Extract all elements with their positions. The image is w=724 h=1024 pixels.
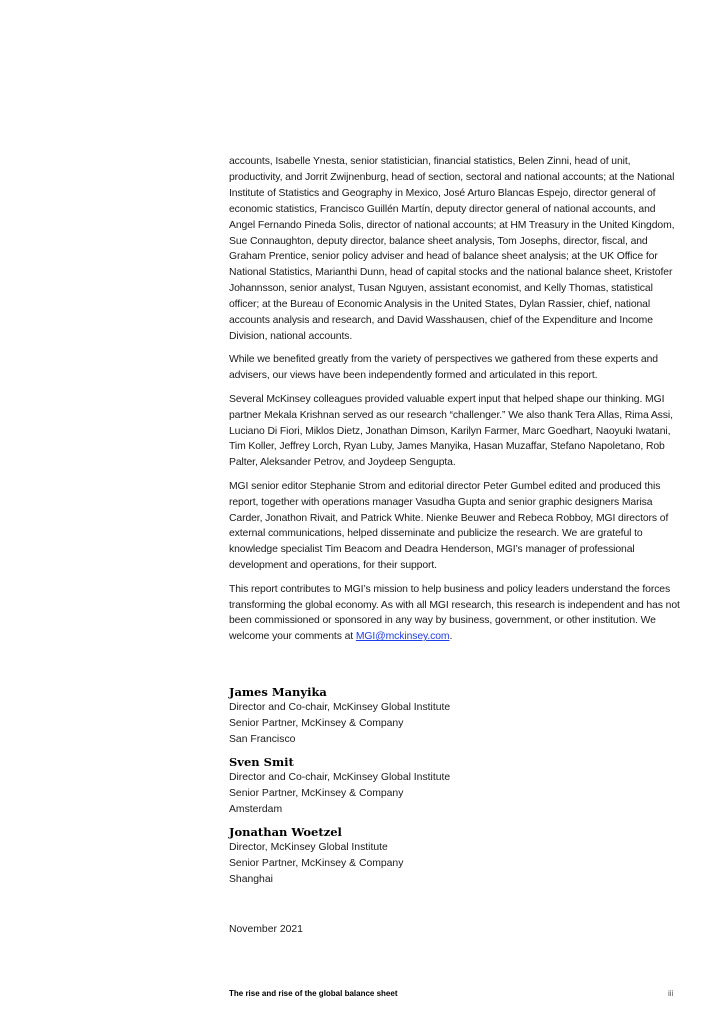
- paragraph-colleagues: Several McKinsey colleagues provided valuable expert input that helped shape our thinking. MGI partner Mekala Krishnan served as our research “challenger.” We also thank Tera Allas, Rima Assi, Luciano Di Fiori, Miklos Dietz, Jonathan Dimson, Karilyn Farmer, Marc Goedhart, Naoyuki Iwatani, Tim Koller, Jeffrey Lorch, Ryan Luby, James Manyika, Hasan Muzaffar, Stefano Napoletano, Rob Palter, Aleksander Petrov, and Joydeep Sengupta.: [229, 393, 673, 469]
- signatory-role: Senior Partner, McKinsey & Company: [229, 718, 404, 729]
- signatory-title: Director and Co-chair, McKinsey Global Institute: [229, 702, 451, 713]
- signatory-title: Director and Co-chair, McKinsey Global Institute: [229, 772, 451, 783]
- signatory-name: James Manyika: [229, 685, 327, 699]
- paragraph-perspectives: While we benefited greatly from the variety of perspectives we gathered from these experts and advisers, our views have been independently formed and articulated in this report.: [229, 354, 658, 382]
- signatory-location: Amsterdam: [229, 804, 283, 815]
- signatory-role: Senior Partner, McKinsey & Company: [229, 858, 404, 869]
- mission-text: This report contributes to MGI’s mission to help business and policy leaders understand the forces transforming the global economy. As with all MGI research, this research is independent and has not been commissioned or sponsored in any way by business, government, or other institution. We welcome your comments at: [229, 583, 680, 643]
- footer-report-title: The rise and rise of the global balance sheet: [229, 989, 398, 998]
- footer-page-number: iii: [668, 989, 674, 998]
- paragraph-contributors: accounts, Isabelle Ynesta, senior statistician, financial statistics, Belen Zinni, head of unit, productivity, and Jorrit Zwijnenburg, head of section, sectoral and national accounts; at the National Institute of Statistics and Geography in Mexico, José Arturo Blancas Espejo, director general of economic statistics, Francisco Guillén Martín, deputy director general of national accounts, and Angel Fernando Pineda Solis, director of national accounts; at HM Treasury in the United Kingdom, Sue Connaughton, deputy director, balance sheet analysis, Tom Josephs, director, fiscal, and Graham Prentice, senior policy adviser and head of balance sheet analysis; at the UK Office for National Statistics, Marianthi Dunn, head of capital stocks and the national balance sheet, Kristofer Johannsson, senior analyst, Tusan Nguyen, assistant economist, and Kelly Thomas, statistical officer; at the Bureau of Economic Analysis in the United States, Dylan Rassier, chief, national accounts analysis and research, and David Wasshausen, chief of the Expenditure and Income Division, national accounts.: [229, 156, 675, 342]
- signatory-role: Senior Partner, McKinsey & Company: [229, 788, 404, 799]
- signatory-name: Jonathan Woetzel: [229, 825, 342, 839]
- email-link[interactable]: MGI@mckinsey.com: [355, 631, 450, 643]
- paragraph-mission: [229, 582, 681, 646]
- paragraph-editorial: MGI senior editor Stephanie Strom and editorial director Peter Gumbel edited and produced this report, together with operations manager Vasudha Gupta and senior graphic designers Marisa Carder, Jonathon Rivait, and Patrick White. Nienke Beuwer and Rebeca Robboy, MGI directors of external communications, helped disseminate and publicize the research. We are grateful to knowledge specialist Tim Beacom and Deadra Henderson, MGI’s manager of professional development and operations, for their support.: [229, 480, 669, 572]
- mission-end: .: [449, 631, 453, 643]
- signatory: [229, 824, 681, 888]
- report-date: November 2021: [229, 924, 303, 935]
- signatory-title: Director, McKinsey Global Institute: [229, 842, 388, 853]
- signatory-name: Sven Smit: [229, 755, 294, 769]
- signatory: [229, 684, 681, 748]
- signatory-location: Shanghai: [229, 874, 273, 885]
- signatory: [229, 754, 681, 818]
- signatory-location: San Francisco: [229, 734, 296, 745]
- acknowledgements-body: [229, 154, 681, 653]
- signatures: [229, 684, 681, 894]
